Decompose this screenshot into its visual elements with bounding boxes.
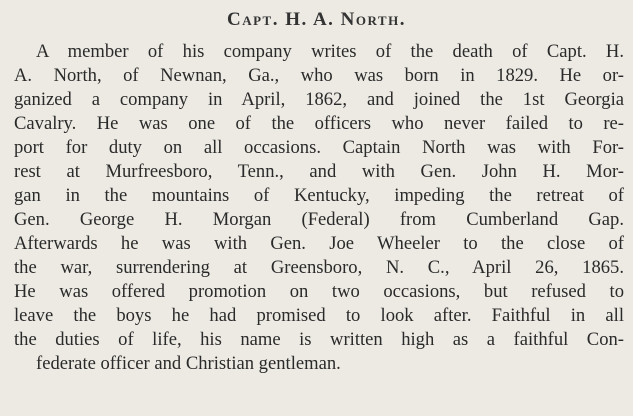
- text-line: He was offered promotion on two occasions, but refused to: [14, 281, 624, 302]
- text-line: the war, surrendering at Greensboro, N. C., April 26, 1865.: [14, 257, 624, 278]
- text-line: federate officer and Christian gentleman.: [36, 353, 341, 374]
- text-line: A member of his company writes of the death of Capt. H.: [36, 41, 624, 62]
- text-line: the duties of life, his name is written high as a faithful Con-: [14, 329, 624, 350]
- text-line: leave the boys he had promised to look after. Faithful in all: [14, 305, 624, 326]
- text-line: Afterwards he was with Gen. Joe Wheeler to the close of: [14, 233, 624, 254]
- text-line: Cavalry. He was one of the officers who never failed to re-: [14, 113, 624, 134]
- text-line: ganized a company in April, 1862, and joined the 1st Georgia: [14, 89, 624, 110]
- text-line: gan in the mountains of Kentucky, impeding the retreat of: [14, 185, 624, 206]
- article-heading: Capt. H. A. North.: [227, 9, 406, 30]
- text-line: A. North, of Newnan, Ga., who was born in 1829. He or-: [14, 65, 624, 86]
- text-line: Gen. George H. Morgan (Federal) from Cumberland Gap.: [14, 209, 624, 230]
- text-line: rest at Murfreesboro, Tenn., and with Gen. John H. Mor-: [14, 161, 624, 182]
- text-line: port for duty on all occasions. Captain North was with For-: [14, 137, 624, 158]
